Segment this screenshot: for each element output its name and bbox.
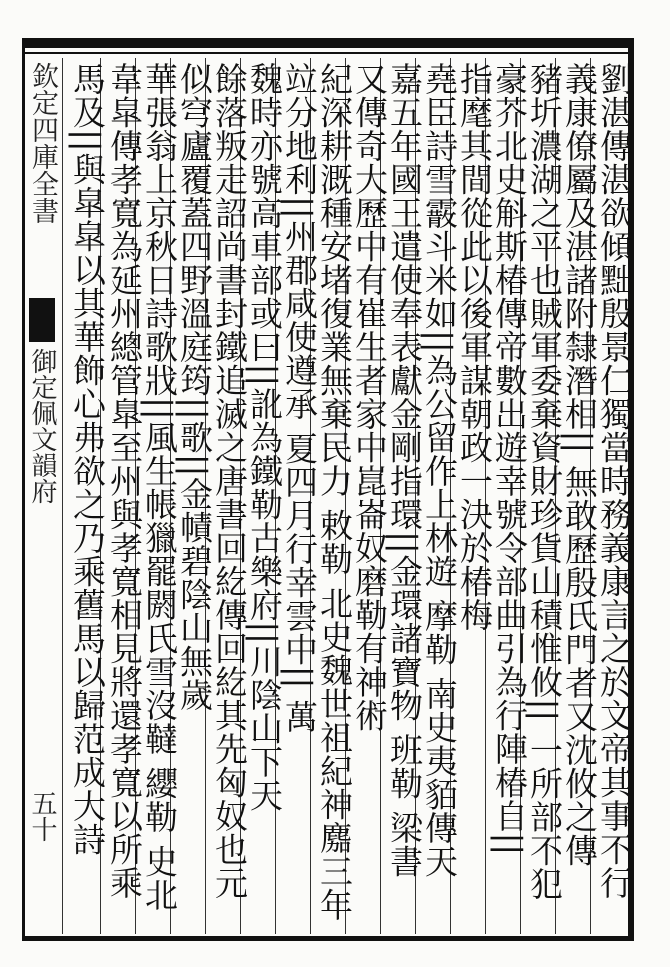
text-column-8: 又傳奇大歷中有崔生者家中崑崙奴磨勒有神術 [350,62,389,732]
text-column-7: 嘉五年國王遣使奉表獻金剛指環||金環諸寶物 班勒 梁書 [385,62,424,878]
text-column-14: 華張翁上京秋日詩歌戕||風生帳獵罷閼氏雪沒韃 纓勒 史北 [140,62,179,912]
text-column-6: 堯臣詩雪霰斗米如||為公留作上林遊 摩勒 南史夷貊傳天 [420,62,459,878]
text-column-4: 豪芥北史斛斯椿傳帝數出遊幸號令部曲引為行陣椿自|| [490,62,529,856]
text-column-5: 指麾其間從此以後軍謀朝政一決於椿梅 [455,62,494,632]
frame-top-inner-border [22,52,634,54]
text-column-9: 紀深耕溉種安堵復業無棄民力 敕勒 北史魏世祖紀神䴥三年 [315,62,354,922]
text-column-12: 餘落叛走詔尚書封鐵追滅之唐書回紇傳回紇其先匈奴也元 [210,62,249,900]
book-title: 欽定四庫全書 [27,62,58,224]
text-column-2: 義康僚屬及湛諸附隸潛相|| 無敢歷殷氏門者又沈攸之傳 [560,62,599,867]
text-column-3: 豬圻濃湖之平也賊軍委棄資財珍貨山積惟攸|| 一所部不犯 [525,62,564,901]
page-number: 五十 [27,790,57,842]
fish-tail-mark [29,298,55,342]
text-column-10: 竝分地利||州郡咸使遵承 夏四月行幸雲中|| 萬 [280,62,319,734]
text-column-15: 韋皐傳孝寬為延州總管臯至州與孝寬相見將還孝寬以所乘 [105,62,144,900]
frame-bottom-border [22,936,634,941]
text-column-11: 魏時亦號高車部或曰||訛為鐵勒古樂府||川陰山下天 [245,62,284,812]
text-column-1: 劉湛傳湛欲傾黜殷景仁獨當時務義康言之於文帝其事不行 [595,62,634,900]
page-gutter [25,54,59,936]
text-column-13: 似穹廬覆蓋四野溫庭筠||歌||金幘碧陰山無歲 [175,62,214,712]
text-column-16: 馬及||與皐皐以其華飾心弗欲之乃乘舊馬以歸范成大詩 [68,62,107,856]
book-subtitle: 御定佩文韻府 [27,348,57,504]
frame-top-border [22,38,634,48]
